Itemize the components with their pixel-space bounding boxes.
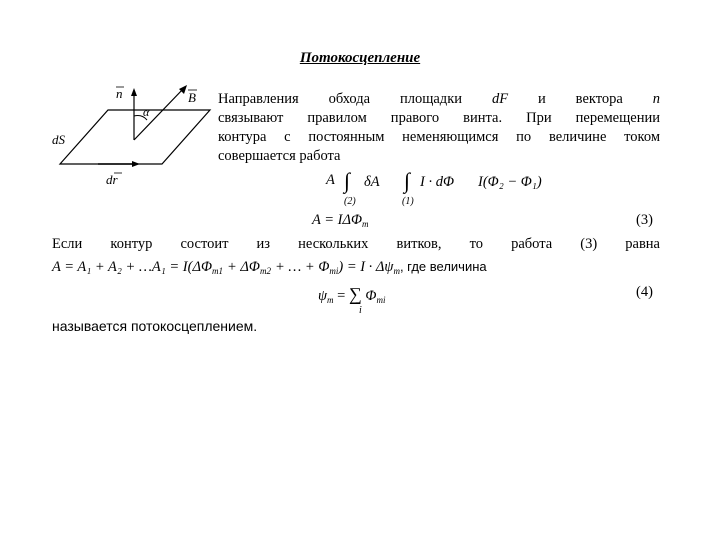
para1-line3: контура с постоянным неменяющимся по величине током (218, 129, 660, 145)
para3: называется потокосцеплением. (52, 318, 258, 334)
equation-3-number: (3) (636, 212, 653, 228)
equation-4-number: (4) (636, 284, 653, 300)
para1-line4: совершается работа (218, 148, 341, 164)
para1-line1: Направления обхода площадки dF и вектора n (218, 91, 660, 107)
para1-line2: связывают правилом правого винта. При перемещении (218, 110, 660, 126)
page-title: Потокосцепление (299, 50, 421, 66)
work-rhs: I(Φ₂ − Φ₁) (478, 174, 542, 190)
n-symbol: n (652, 91, 660, 107)
equation-3: $A = I\Delta\Phi_m$ (312, 212, 369, 229)
b-vector (134, 88, 184, 140)
equation-4: $\psi_m$ = ∑ $\Phi_{mi}$ (318, 284, 386, 305)
b-label: B (188, 90, 196, 105)
integral-1: ∫ (344, 168, 351, 193)
dr-label: dr (106, 172, 118, 187)
alpha-label: α (143, 105, 150, 119)
flux-figure (50, 82, 220, 192)
work-equation: A (326, 172, 335, 188)
integral-1-limit: (2) (344, 196, 356, 207)
surface-element (60, 110, 210, 164)
integral-2: ∫ (404, 168, 411, 193)
ds-label: dS (52, 132, 65, 147)
df-symbol: dF (491, 91, 509, 107)
integral-2-limit: (1) (402, 196, 414, 207)
paragraph-1 (218, 90, 660, 166)
n-label: n (116, 86, 123, 101)
para2-line2: A = A₁ + A₂ + …A₁ = $I(\Delta\Phi_{m1} + \Delta\Phi_{m2}$ + … + $\Phi_{mi}) = I \cdot \Delta\psi_m$, где величина (52, 259, 487, 276)
sum-limit: i (359, 305, 362, 316)
para2-line1: Если контур состоит из нескольких витков, то работа (3) равна (52, 236, 660, 252)
sum-symbol: ∑ (348, 284, 362, 304)
